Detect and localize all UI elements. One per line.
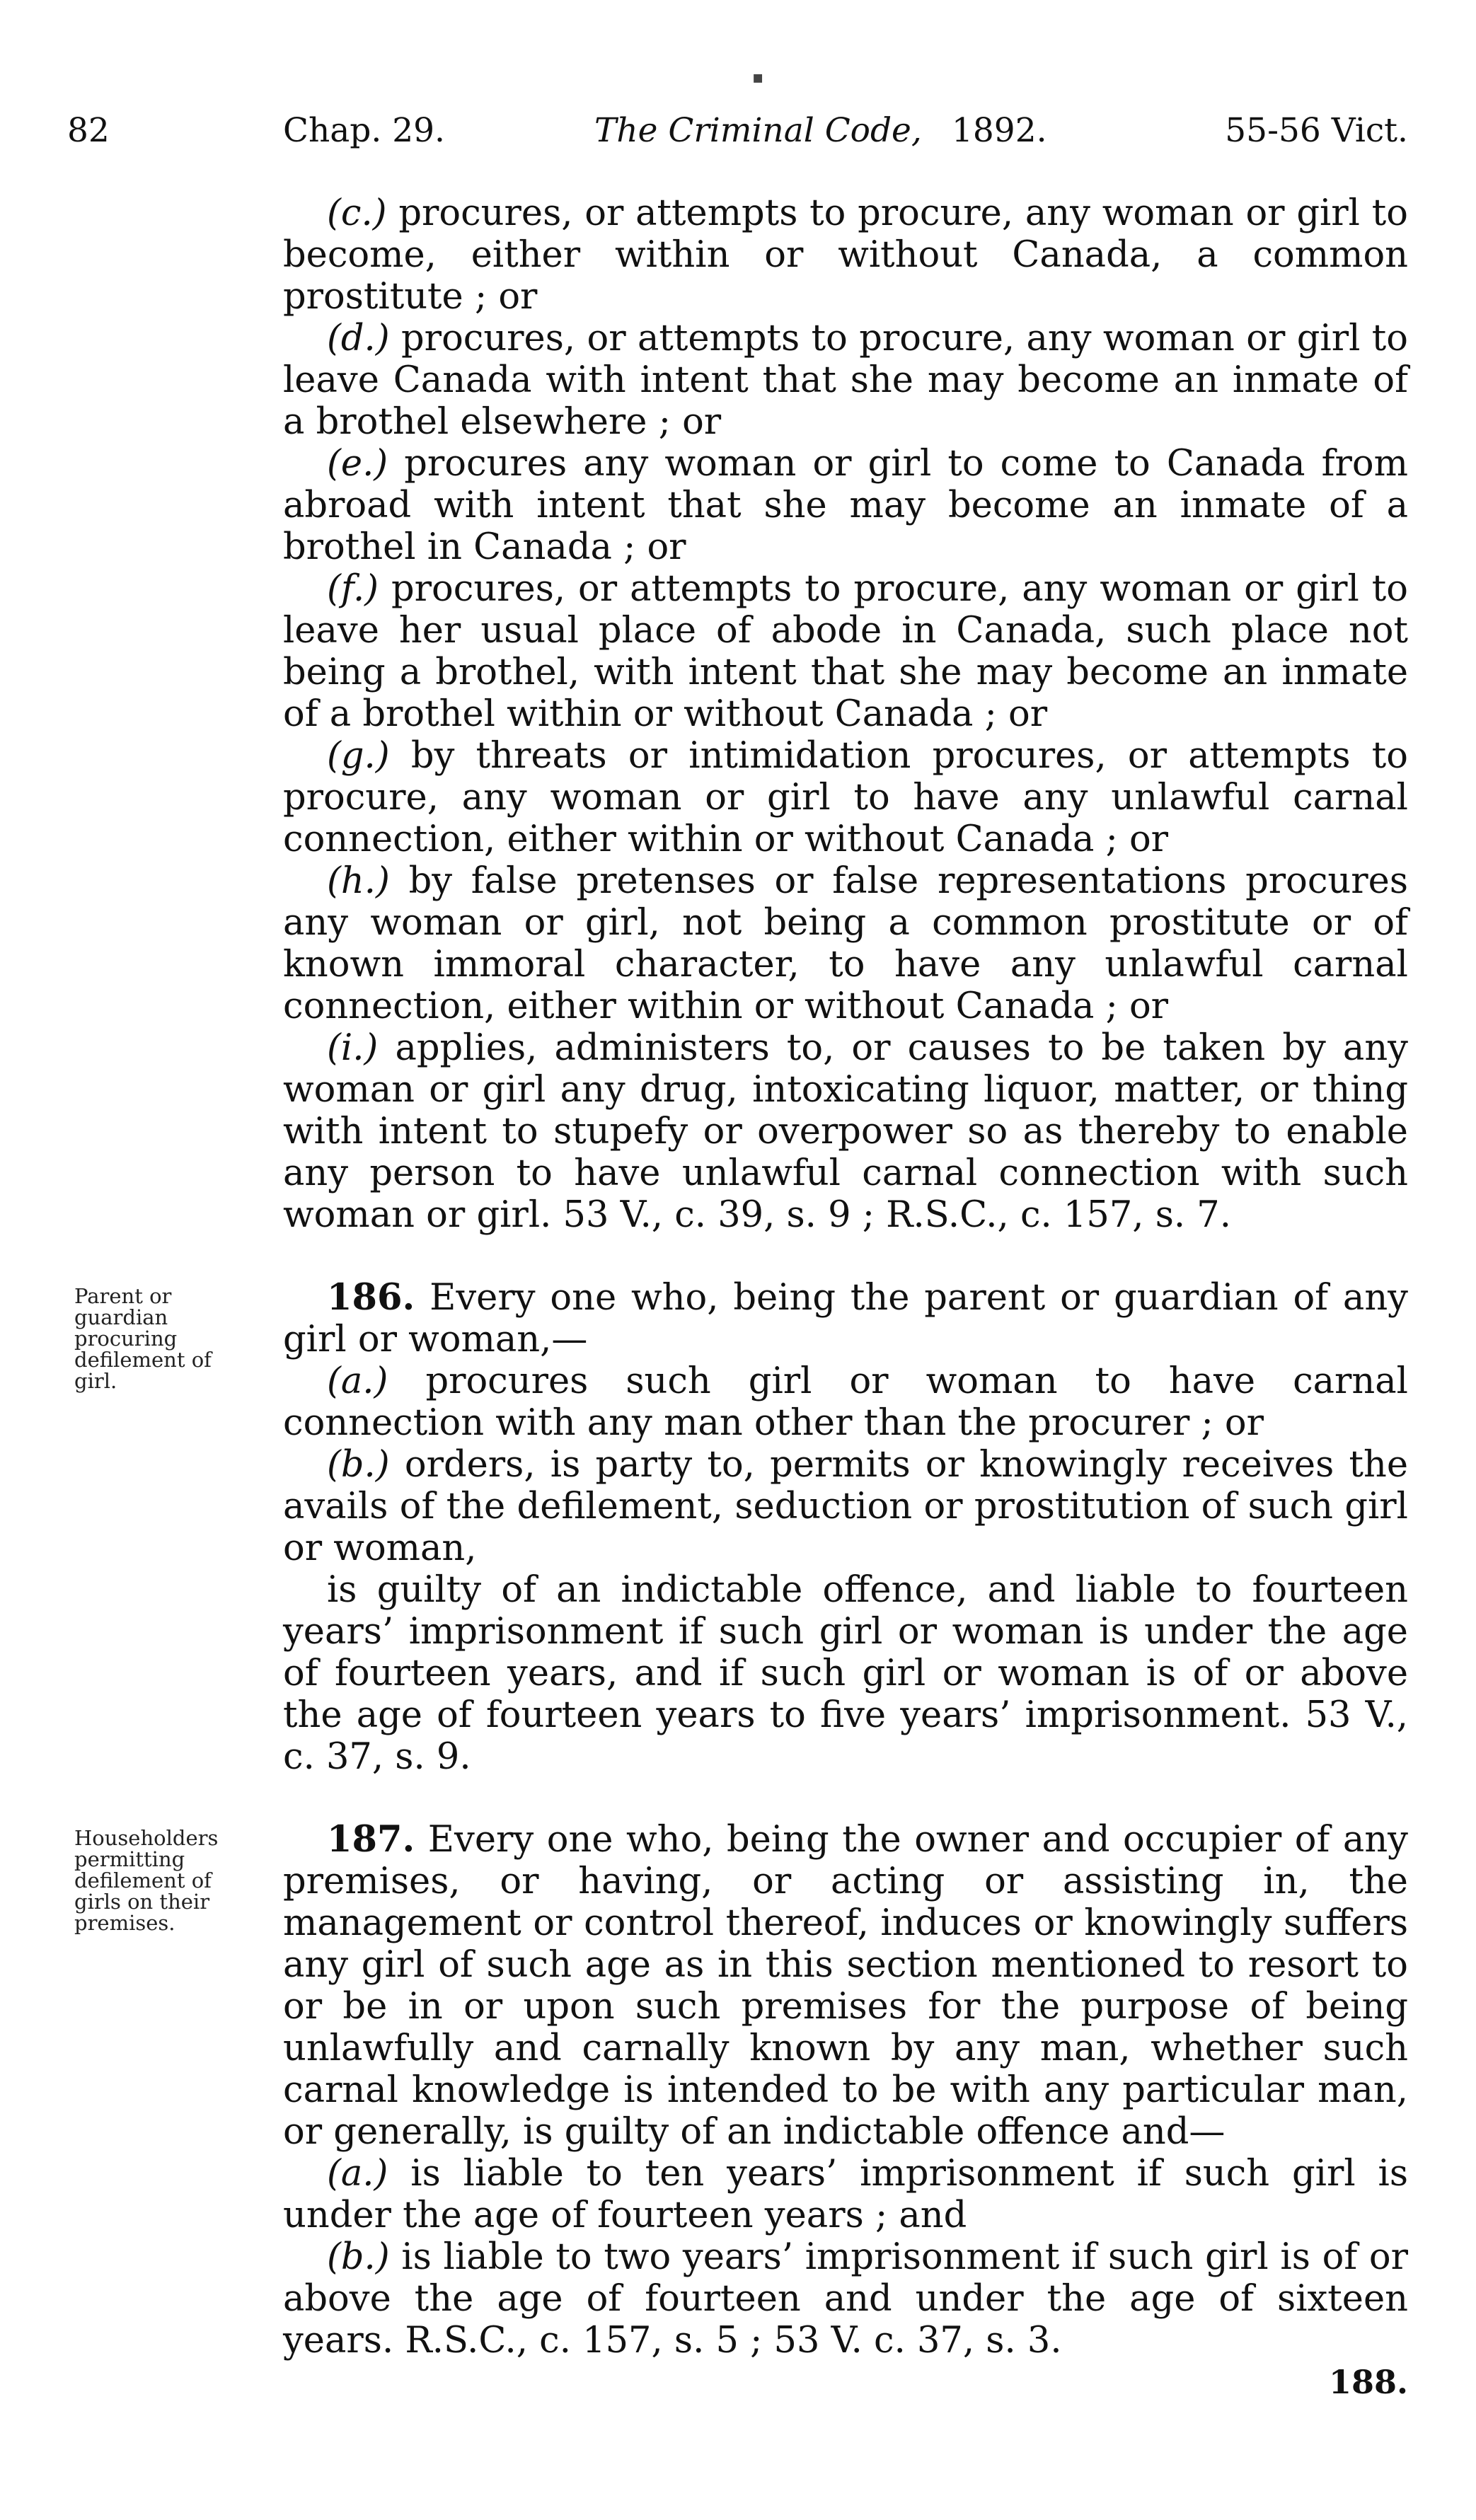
- clause-label: (b.): [327, 2236, 390, 2278]
- section-186-conclusion: is guilty of an indictable offence, and liable to fourteen years’ imprisonment if such girl or woman is under the age of fourteen years, and if such girl or woman is of or above the age of fourteen years to five years’ imprisonment. 53 V., c. 37, s. 9.: [283, 1569, 1408, 1778]
- clause-text: orders, is party to, permits or knowingly receives the avails of the defilement, seduction or prostitution of such girl or woman,: [283, 1444, 1408, 1569]
- section-186-intro: [283, 1277, 1408, 1360]
- clause-text: procures any woman or girl to come to Canada from abroad with intent that she may become an inmate of a brothel in Canada ; or: [283, 443, 1408, 568]
- clause-label: (h.): [327, 860, 390, 902]
- clause-b: [283, 1444, 1408, 1569]
- clause-e: [283, 443, 1408, 568]
- clause-text: applies, administers to, or causes to be taken by any woman or girl any drug, intoxicating liquor, matter, or thing with intent to stupefy or overpower so as thereby to enable any person to have unlawful carnal connection with such woman or girl. 53 V., c. 39, s. 9 ; R.S.C., c. 157, s. 7.: [283, 1027, 1408, 1236]
- clause-text: by threats or intimidation procures, or attempts to procure, any woman or girl to have any unlawful carnal connection, either within or without Canada ; or: [283, 735, 1408, 860]
- section-intro-text: Every one who, being the parent or guardian of any girl or woman,—: [283, 1277, 1408, 1360]
- page-body: [74, 192, 1408, 2362]
- clause-a: [283, 1360, 1408, 1444]
- clause-label: (a.): [327, 1360, 388, 1402]
- clause-c: [283, 192, 1408, 318]
- clause-label: (e.): [327, 443, 388, 485]
- clause-text: procures, or attempts to procure, any woman or girl to become, either within or without Canada, a common prostitute ; or: [283, 192, 1408, 318]
- clause-text: procures such girl or woman to have carnal connection with any man other than the procurer ; or: [283, 1360, 1408, 1444]
- page-number: 82: [67, 111, 110, 150]
- clause-label: (a.): [327, 2153, 388, 2195]
- clause-text: is liable to two years’ imprisonment if such girl is of or above the age of fourteen and under the age of sixteen years. R.S.C., c. 157, s. 5 ; 53 V. c. 37, s. 3.: [283, 2236, 1408, 2362]
- chapter-label: Chap. 29.: [283, 111, 445, 150]
- clause-f: [283, 568, 1408, 735]
- section-187-intro: [283, 1819, 1408, 2153]
- clause-label: (d.): [327, 318, 390, 359]
- clause-g: [283, 735, 1408, 860]
- clause-label: (b.): [327, 1444, 390, 1486]
- clause-a: [283, 2153, 1408, 2236]
- clause-text: by false pretenses or false representations procures any woman or girl, not being a common prostitute or of known immoral character, to have any unlawful carnal connection, either within or without Canada ; or: [283, 860, 1408, 1027]
- section-number: 187.: [327, 1818, 415, 1861]
- top-mark: ▪: [752, 67, 764, 87]
- catchword: 188.: [1328, 2363, 1408, 2401]
- clause-text: procures, or attempts to procure, any woman or girl to leave her usual place of abode in Canada, such place not being a brothel, with intent that she may become an inmate of a brothel within or without Canada ; or: [283, 568, 1408, 735]
- section-187: [74, 1818, 1408, 2362]
- clause-h: [283, 860, 1408, 1027]
- clause-label: (i.): [327, 1027, 379, 1069]
- section-number: 186.: [327, 1276, 415, 1319]
- code-year: 1892.: [952, 111, 1047, 150]
- margin-note-187: Householders permitting defilement of girls on their premises.: [74, 1826, 219, 1935]
- clause-i: [283, 1027, 1408, 1236]
- clause-label: (c.): [327, 192, 387, 234]
- section-intro-text: Every one who, being the owner and occupier of any premises, or having, or acting or assisting in, the management or control thereof, induces or knowingly suffers any girl of such age as in this section mentioned to resort to or be in or upon such premises for the purpose of being unlawfully and carnally known by any man, whether such carnal knowledge is intended to be with any particular man, or generally, is guilty of an indictable offence and—: [283, 1819, 1408, 2153]
- regnal-year: 55-56 Vict.: [1225, 111, 1408, 150]
- clause-label: (g.): [327, 735, 390, 777]
- running-header: [67, 106, 1408, 156]
- clause-label: (f.): [327, 568, 379, 610]
- clause-text: is liable to ten years’ imprisonment if such girl is under the age of fourteen years ; and: [283, 2153, 1408, 2236]
- section-186: [74, 1276, 1408, 1778]
- margin-note-186: Parent or guardian procuring defilement of girl.: [74, 1284, 212, 1393]
- code-title: The Criminal Code,: [594, 111, 922, 150]
- clause-text: procures, or attempts to procure, any woman or girl to leave Canada with intent that she may become an inmate of a brothel elsewhere ; or: [283, 318, 1408, 443]
- clause-d: [283, 318, 1408, 443]
- clause-b: [283, 2236, 1408, 2362]
